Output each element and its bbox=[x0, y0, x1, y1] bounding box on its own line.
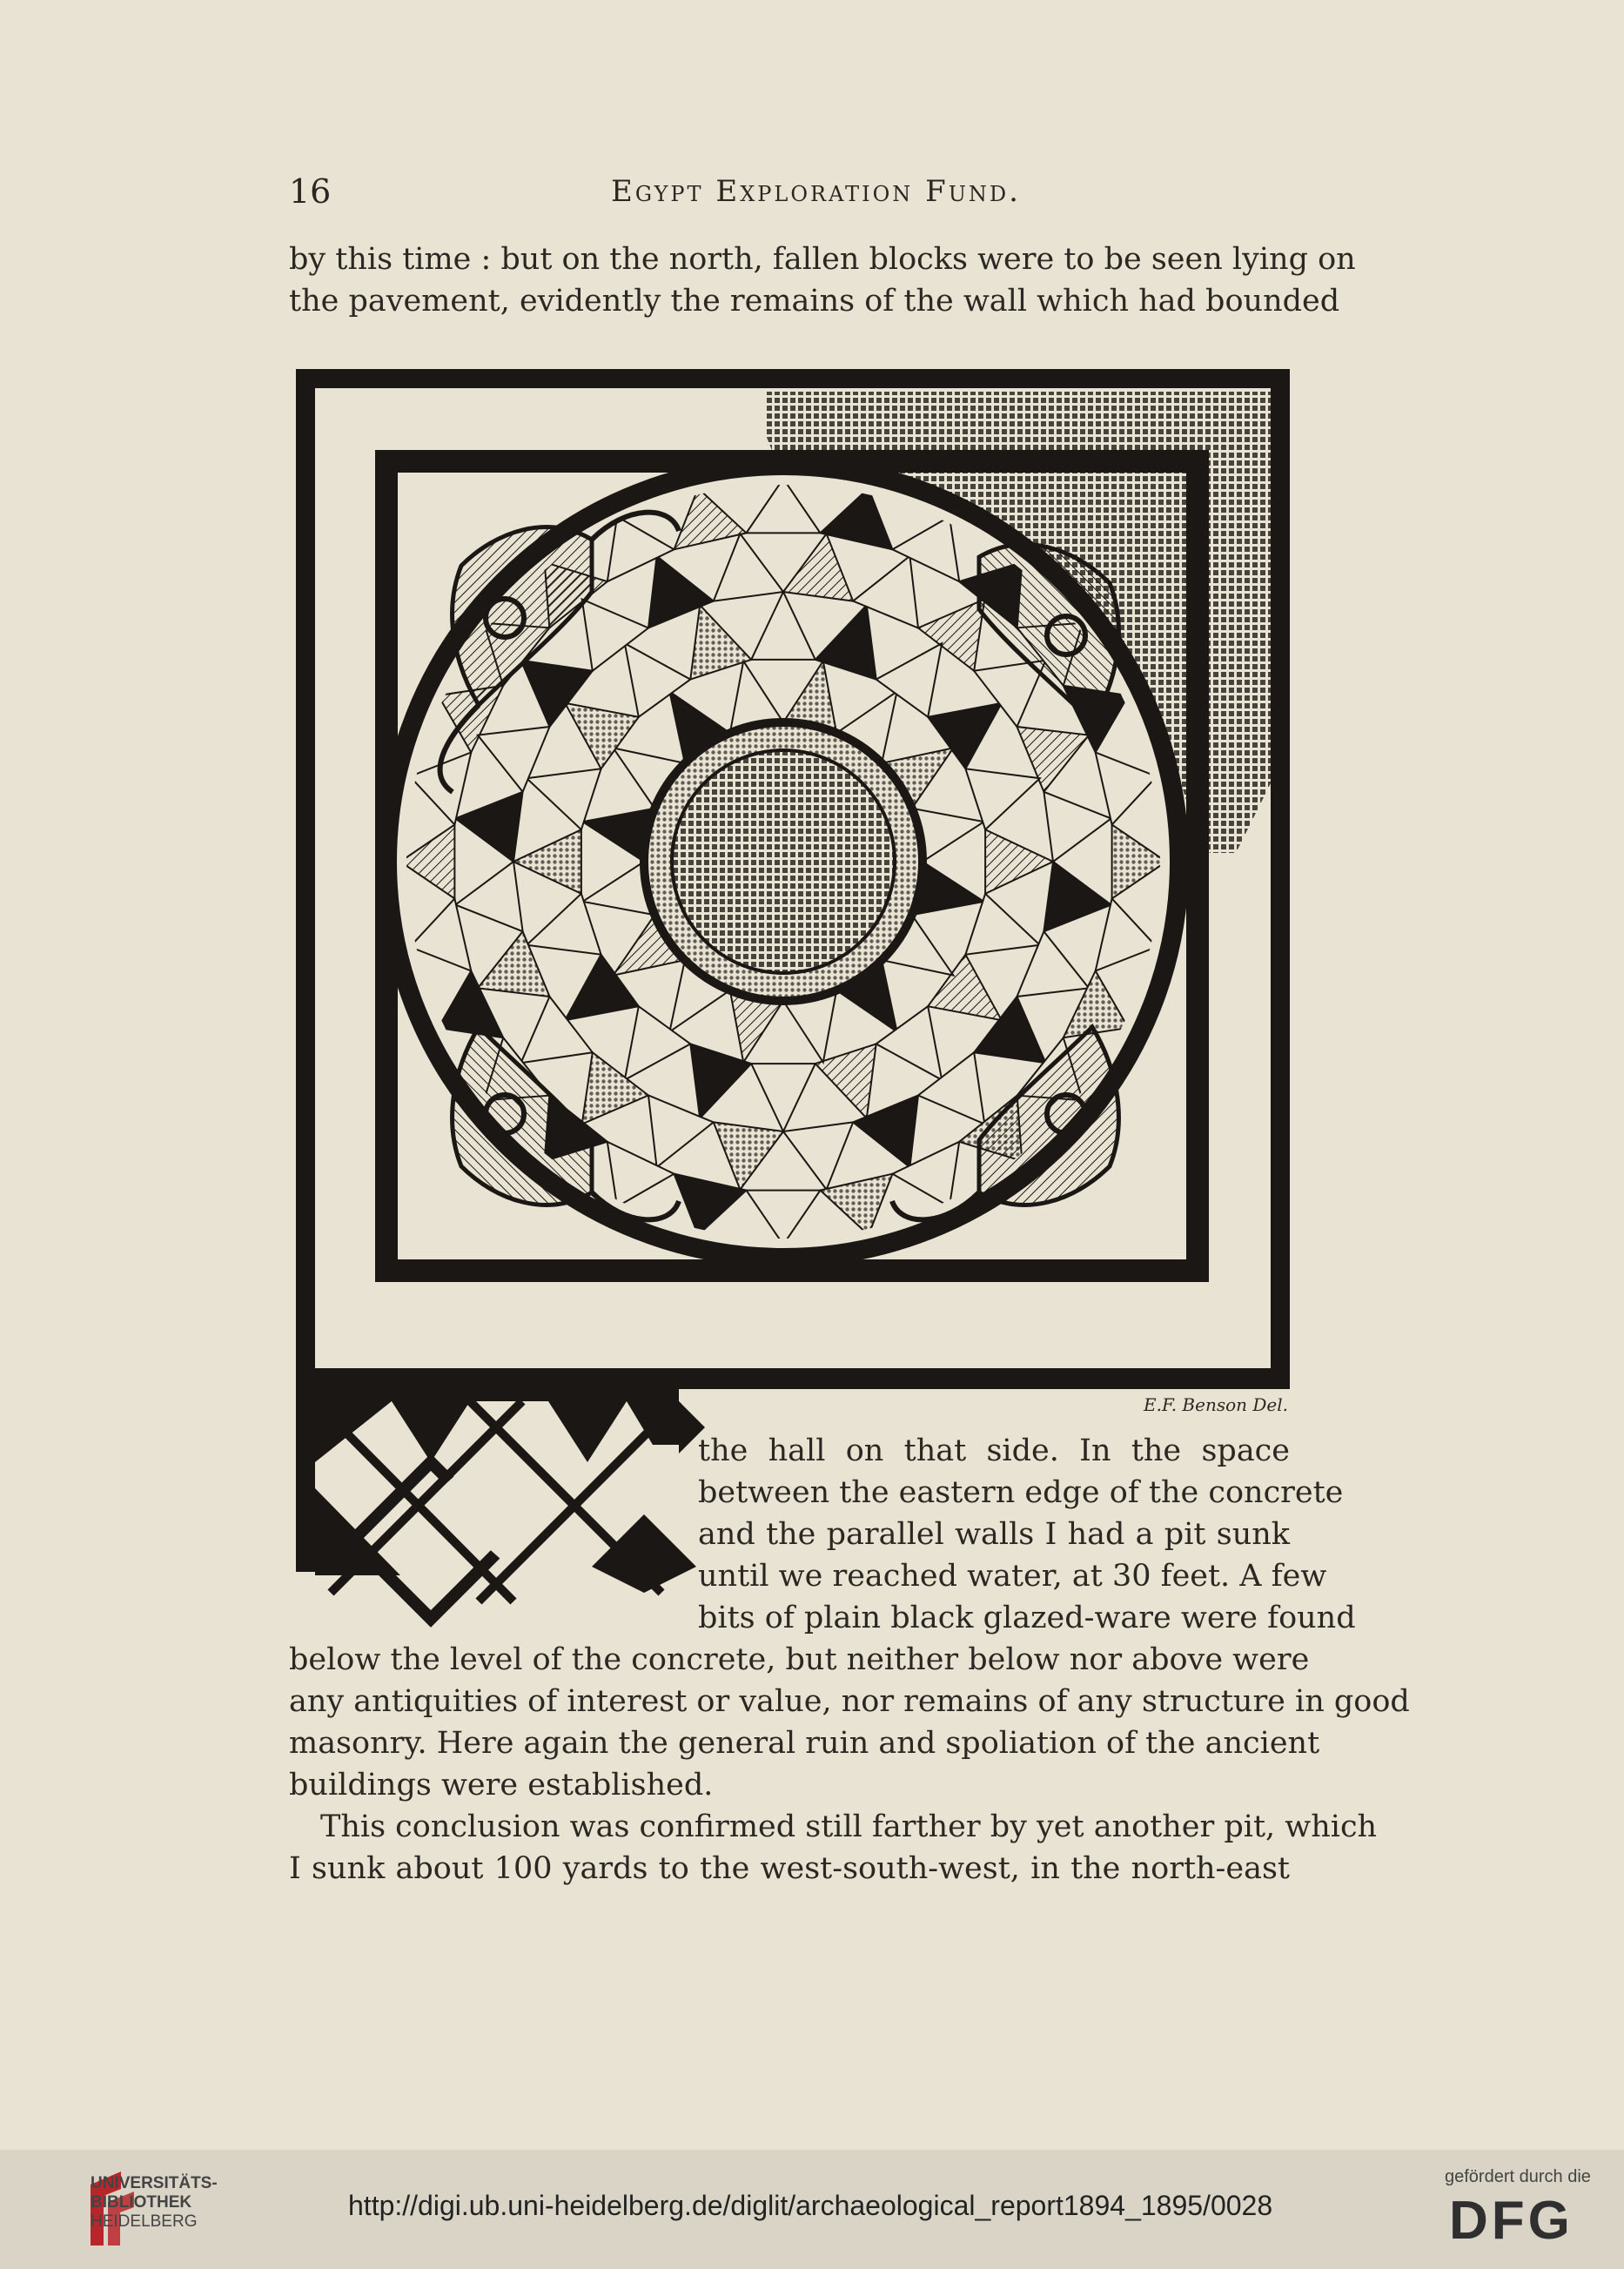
library-name: UNIVERSITÄTS- BIBLIOTHEK HEIDELBERG bbox=[91, 2174, 218, 2231]
text-line: the hall on that side. In the space bbox=[698, 1433, 1290, 1468]
text-line: I sunk about 100 yards to the west-south-west, in the north-east bbox=[289, 1851, 1290, 1886]
source-url-link[interactable]: http://digi.ub.uni-heidelberg.de/diglit/archaeological_report1894_1895/0028 bbox=[348, 2190, 1273, 2221]
digitization-footer bbox=[0, 2150, 1624, 2269]
text-line: any antiquities of interest or value, nor remains of any structure in good bbox=[289, 1684, 1410, 1719]
text-line: bits of plain black glazed-ware were found bbox=[698, 1601, 1356, 1635]
text-line: between the eastern edge of the concrete bbox=[698, 1475, 1344, 1510]
text-line: by this time : but on the north, fallen blocks were to be seen lying on bbox=[289, 242, 1356, 277]
page-number: 16 bbox=[289, 172, 332, 211]
text-line: until we reached water, at 30 feet. A few bbox=[698, 1559, 1327, 1594]
lozenge-border bbox=[296, 1389, 705, 1619]
text-line: masonry. Here again the general ruin and spoliation of the ancient bbox=[289, 1726, 1320, 1761]
text-line: This conclusion was confirmed still farther by yet another pit, which bbox=[320, 1809, 1378, 1844]
dfg-logo[interactable]: DFG bbox=[1449, 2191, 1574, 2251]
illustrator-credit: E.F. Benson Del. bbox=[1143, 1394, 1288, 1415]
running-head bbox=[289, 172, 1290, 216]
funding-label: gefördert durch die bbox=[1445, 2167, 1591, 2186]
text-line: and the parallel walls I had a pit sunk bbox=[698, 1517, 1290, 1552]
text-line: buildings were established. bbox=[289, 1768, 714, 1802]
text-line: below the level of the concrete, but neither below nor above were bbox=[289, 1642, 1310, 1677]
running-title: Egypt Exploration Fund. bbox=[611, 174, 1021, 209]
text-line: the pavement, evidently the remains of the wall which had bounded bbox=[289, 284, 1340, 319]
